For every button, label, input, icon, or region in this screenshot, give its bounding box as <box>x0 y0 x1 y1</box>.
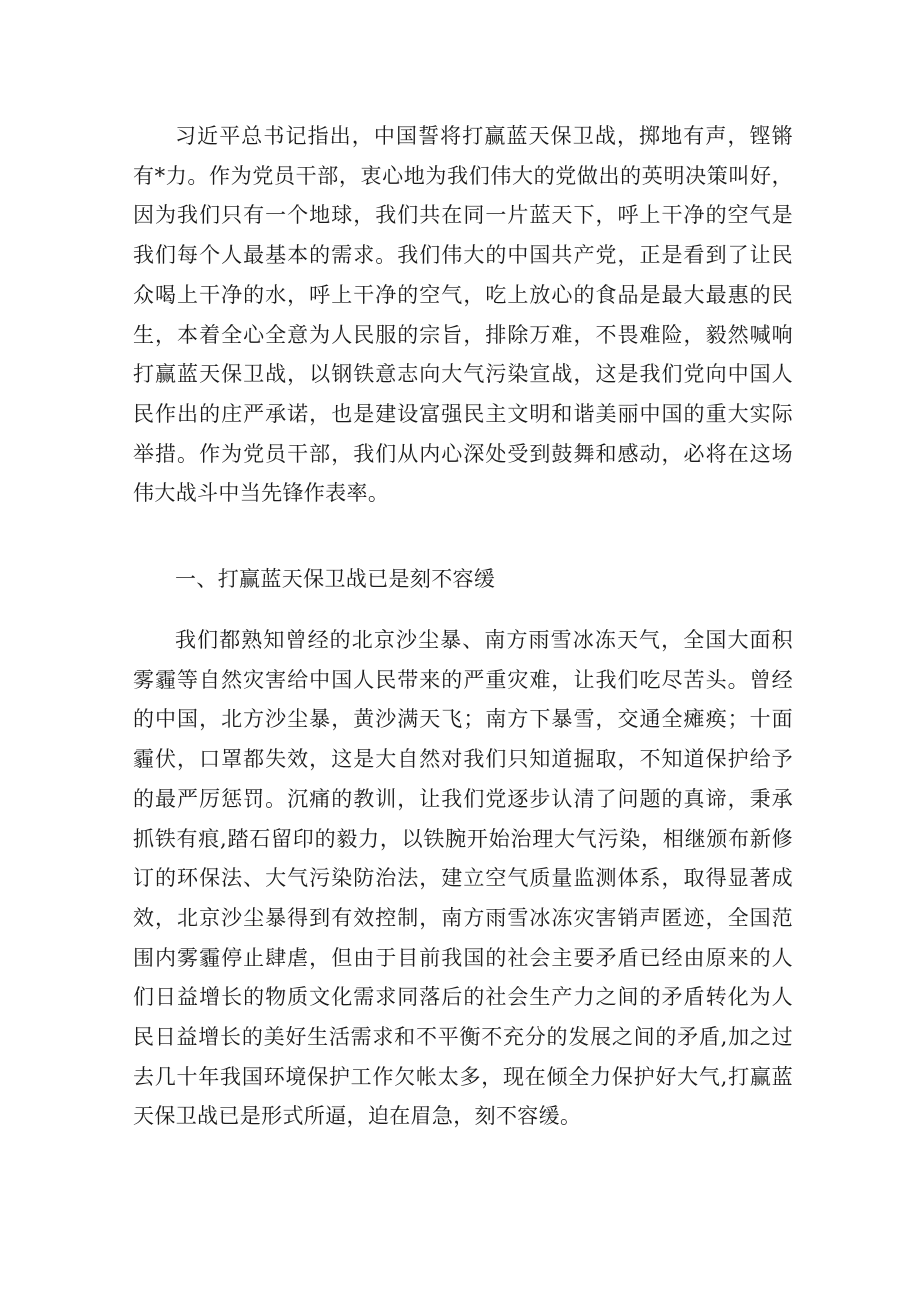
body-paragraph-1: 习近平总书记指出，中国誓将打赢蓝天保卫战，掷地有声，铿锵有*力。作为党员干部，衷心地为我们伟大的党做出的英明决策叫好，因为我们只有一个地球，我们共在同一片蓝天下，呼上干净的空气是我们每个人最基本的需求。我们伟大的中国共产党，正是看到了让民众喝上干净的水，呼上干净的空气，吃上放心的食品是最大最惠的民生，本着全心全意为人民服的宗旨，排除万难，不畏难险，毅然喊响打赢蓝天保卫战，以钢铁意志向大气污染宣战，这是我们党向中国人民作出的庄严承诺，也是建设富强民主文明和谐美丽中国的重大实际举措。作为党员干部，我们从内心深处受到鼓舞和感动，必将在这场伟大战斗中当先锋作表率。 <box>133 124 793 506</box>
body-paragraph-2: 我们都熟知曾经的北京沙尘暴、南方雨雪冰冻天气，全国大面积雾霾等自然灾害给中国人民带来的严重灾难，让我们吃尽苦头。曾经的中国，北方沙尘暴，黄沙满天飞；南方下暴雪，交通全瘫痪；十面霾伏，口罩都失效，这是大自然对我们只知道掘取，不知道保护给予的最严厉惩罚。沉痛的教训，让我们党逐步认清了问题的真谛，秉承抓铁有痕,踏石留印的毅力，以铁腕开始治理大气污染，相继颁布新修订的环保法、大气污染防治法，建立空气质量监测体系，取得显著成效，北京沙尘暴得到有效控制，南方雨雪冰冻灾害销声匿迹，全国范围内雾霾停止肆虐，但由于目前我国的社会主要矛盾已经由原来的人们日益增长的物质文化需求同落后的社会生产力之间的矛盾转化为人民日益增长的美好生活需求和不平衡不充分的发展之间的矛盾,加之过去几十年我国环境保护工作欠帐太多，现在倾全力保护好大气,打赢蓝天保卫战已是形式所逼，迫在眉急，刻不容缓。 <box>133 628 793 1129</box>
section-heading-1: 一、打赢蓝天保卫战已是刻不容缓 <box>175 567 496 591</box>
